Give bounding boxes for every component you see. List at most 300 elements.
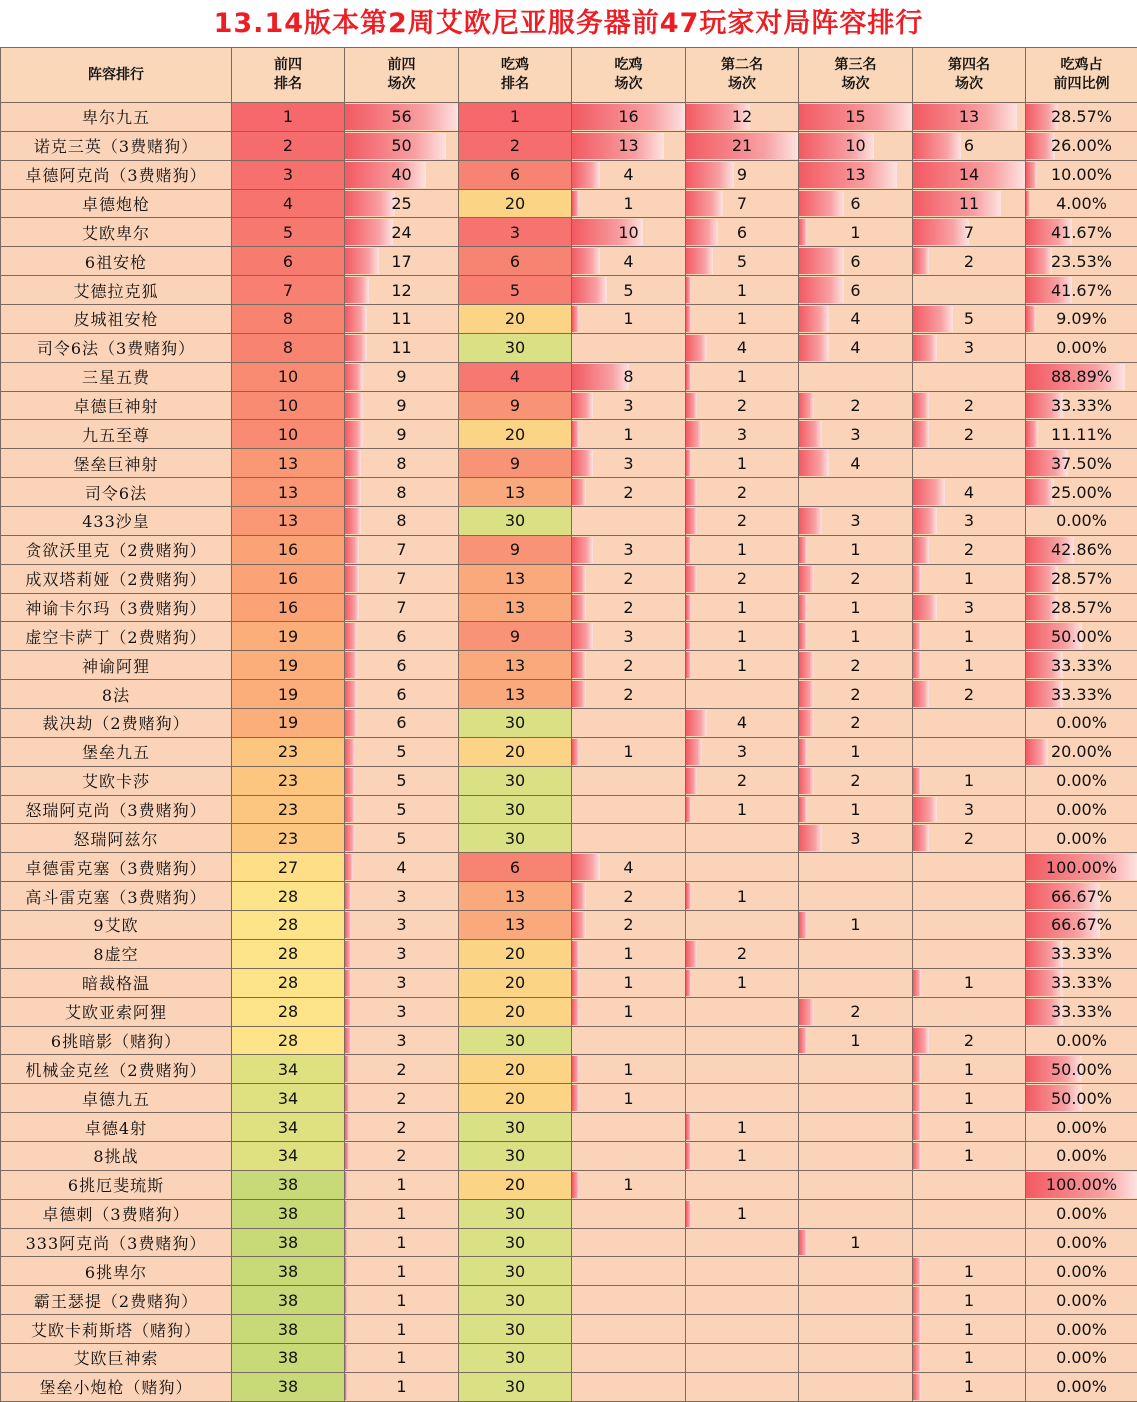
win-ratio-text: 0.00% xyxy=(1056,1348,1107,1368)
third-count xyxy=(799,824,913,853)
fourth-count xyxy=(913,1141,1026,1170)
third-count-text: 3 xyxy=(850,828,861,848)
data-bar xyxy=(345,1056,349,1082)
win-count xyxy=(572,1372,686,1401)
third-count-text: 2 xyxy=(850,771,861,791)
win-ratio-text: 0.00% xyxy=(1056,1117,1107,1137)
top4-rank-text: 28 xyxy=(277,886,299,906)
third-count-text: 2 xyxy=(850,569,861,589)
data-bar xyxy=(686,768,697,794)
data-bar xyxy=(799,825,822,851)
top4-rank xyxy=(232,795,345,824)
win-rank-text: 20 xyxy=(504,1002,526,1022)
win-rank xyxy=(459,766,572,795)
top4-count-text: 6 xyxy=(396,684,407,704)
lineup-name xyxy=(1,1055,232,1084)
top4-count-text: 6 xyxy=(396,655,407,675)
second-count-text: 1 xyxy=(736,973,748,993)
top4-count xyxy=(345,593,459,622)
second-count-text: 1 xyxy=(736,280,748,300)
top4-rank-text: 6 xyxy=(282,251,294,271)
top4-count xyxy=(345,709,459,738)
lineup-name-text: 艾欧亚索阿狸 xyxy=(64,1003,167,1023)
data-bar xyxy=(345,1201,347,1227)
top4-rank xyxy=(232,911,345,940)
second-count-text: 1 xyxy=(736,626,748,646)
data-bar xyxy=(913,1287,921,1313)
third-count-text: 13 xyxy=(845,165,866,185)
win-ratio-text: 25.00% xyxy=(1050,482,1112,502)
top4-count xyxy=(345,1055,459,1084)
data-bar xyxy=(345,191,395,217)
fourth-count xyxy=(913,795,1026,824)
top4-rank-text: 13 xyxy=(277,482,299,502)
fourth-count xyxy=(913,737,1026,766)
data-bar xyxy=(913,1028,929,1054)
top4-rank xyxy=(232,968,345,997)
top4-rank-text: 19 xyxy=(277,684,299,704)
second-count xyxy=(686,535,799,564)
fourth-count xyxy=(913,593,1026,622)
data-bar xyxy=(686,1114,691,1140)
win-rank xyxy=(459,276,572,305)
lineup-name-text: 6祖安枪 xyxy=(84,252,148,272)
lineup-name xyxy=(1,1257,232,1286)
win-ratio xyxy=(1026,622,1137,651)
win-count xyxy=(572,911,686,940)
win-count-text: 13 xyxy=(618,136,639,156)
win-count xyxy=(572,795,686,824)
header-win-rank: 吃鸡 排名 xyxy=(459,48,572,103)
top4-rank xyxy=(232,564,345,593)
top4-rank-text: 38 xyxy=(277,1348,299,1368)
win-count xyxy=(572,680,686,709)
data-bar xyxy=(686,797,691,823)
top4-rank xyxy=(232,449,345,478)
win-rank-text: 2 xyxy=(509,136,521,156)
top4-count-text: 1 xyxy=(396,1204,407,1224)
second-count xyxy=(686,1170,799,1199)
data-bar xyxy=(686,277,691,303)
header-win-count: 吃鸡 场次 xyxy=(572,48,686,103)
top4-rank xyxy=(232,420,345,449)
fourth-count xyxy=(913,276,1026,305)
top4-count-text: 24 xyxy=(391,222,412,242)
win-ratio xyxy=(1026,564,1137,593)
fourth-count-text: 1 xyxy=(963,655,975,675)
win-rank-text: 20 xyxy=(504,1059,526,1079)
lineup-name-text: 司令6法 xyxy=(84,483,148,503)
data-bar xyxy=(913,595,937,621)
win-rank xyxy=(459,1286,572,1315)
lineup-name-text: 堡垒小炮枪（赌狗） xyxy=(39,1378,193,1398)
fourth-count-text: 1 xyxy=(963,1348,975,1368)
win-rank xyxy=(459,1084,572,1113)
data-bar xyxy=(572,537,593,563)
header-top4-rank: 前四 排名 xyxy=(232,48,345,103)
top4-rank xyxy=(232,1113,345,1142)
data-bar xyxy=(572,941,579,967)
second-count-text: 3 xyxy=(736,742,748,762)
lineup-name xyxy=(1,1141,232,1170)
second-count-text: 9 xyxy=(736,165,748,185)
win-rank-text: 13 xyxy=(504,915,526,935)
win-count xyxy=(572,1113,686,1142)
top4-rank xyxy=(232,535,345,564)
lineup-name-text: 九五至尊 xyxy=(81,425,150,445)
third-count xyxy=(799,1084,913,1113)
third-count-text: 2 xyxy=(850,1002,861,1022)
data-bar xyxy=(345,681,357,707)
data-bar xyxy=(686,191,723,217)
win-count-text: 1 xyxy=(623,944,634,964)
lineup-name-text: 三星五费 xyxy=(81,368,150,388)
top4-count-text: 7 xyxy=(396,540,407,560)
third-count xyxy=(799,1228,913,1257)
second-count-text: 1 xyxy=(736,453,748,473)
data-bar xyxy=(913,393,929,419)
lineup-name-text: 机械金克丝（2费赌狗） xyxy=(25,1060,207,1080)
win-ratio-text: 33.33% xyxy=(1050,684,1112,704)
win-rank-text: 20 xyxy=(504,309,526,329)
data-bar xyxy=(799,537,807,563)
top4-rank xyxy=(232,478,345,507)
top4-rank-text: 28 xyxy=(277,973,299,993)
win-ratio-text: 41.67% xyxy=(1050,280,1112,300)
top4-rank xyxy=(232,1228,345,1257)
top4-rank-text: 13 xyxy=(277,453,299,473)
top4-count xyxy=(345,622,459,651)
fourth-count xyxy=(913,1228,1026,1257)
fourth-count-text: 2 xyxy=(963,251,975,271)
fourth-count-text: 6 xyxy=(963,136,975,156)
lineup-name xyxy=(1,593,232,622)
win-rank-text: 20 xyxy=(504,944,526,964)
data-bar xyxy=(345,537,359,563)
table-row xyxy=(1,1315,1137,1344)
fourth-count xyxy=(913,535,1026,564)
top4-rank-text: 38 xyxy=(277,1175,299,1195)
win-rank xyxy=(459,160,572,189)
data-bar xyxy=(345,508,361,534)
fourth-count-text: 3 xyxy=(963,598,975,618)
win-ratio-text: 9.09% xyxy=(1056,309,1107,329)
win-count xyxy=(572,131,686,160)
top4-rank-text: 2 xyxy=(282,136,294,156)
second-count-text: 12 xyxy=(731,107,753,127)
third-count-text: 1 xyxy=(850,800,861,820)
table-row xyxy=(1,103,1137,132)
third-count xyxy=(799,593,913,622)
win-ratio-text: 0.00% xyxy=(1056,1319,1107,1339)
data-bar xyxy=(345,162,426,188)
win-rank-text: 30 xyxy=(504,1290,526,1310)
win-ratio xyxy=(1026,420,1137,449)
top4-count xyxy=(345,535,459,564)
third-count xyxy=(799,1141,913,1170)
data-bar xyxy=(345,1374,347,1400)
win-rank xyxy=(459,1055,572,1084)
win-rank xyxy=(459,680,572,709)
win-count xyxy=(572,1084,686,1113)
fourth-count-text: 2 xyxy=(963,396,975,416)
win-ratio-text: 0.00% xyxy=(1056,1377,1107,1397)
top4-rank xyxy=(232,131,345,160)
data-bar xyxy=(345,825,355,851)
win-rank-text: 13 xyxy=(504,684,526,704)
win-count xyxy=(572,968,686,997)
second-count-text: 1 xyxy=(736,540,748,560)
lineup-name-text: 艾欧卑尔 xyxy=(81,223,150,243)
lineup-name xyxy=(1,1199,232,1228)
data-bar xyxy=(572,1172,579,1198)
data-bar xyxy=(686,941,697,967)
lineup-name xyxy=(1,622,232,651)
lineup-name xyxy=(1,276,232,305)
top4-count-text: 1 xyxy=(396,1261,407,1281)
data-bar xyxy=(686,450,691,476)
top4-rank-text: 23 xyxy=(277,800,299,820)
third-count xyxy=(799,911,913,940)
top4-rank-text: 1 xyxy=(282,107,294,127)
top4-count xyxy=(345,853,459,882)
table-row xyxy=(1,593,1137,622)
data-bar xyxy=(686,623,691,649)
second-count-text: 1 xyxy=(736,886,748,906)
data-bar xyxy=(686,335,707,361)
data-bar xyxy=(345,364,363,390)
win-ratio-text: 28.57% xyxy=(1050,598,1112,618)
second-count-text: 21 xyxy=(731,136,753,156)
data-bar xyxy=(913,681,929,707)
win-rank-text: 30 xyxy=(504,1319,526,1339)
data-bar xyxy=(913,1345,921,1371)
win-ratio-text: 100.00% xyxy=(1045,857,1118,877)
top4-count xyxy=(345,680,459,709)
data-bar xyxy=(572,652,586,678)
win-rank-text: 30 xyxy=(504,1348,526,1368)
lineup-name-text: 卓德刺（3费赌狗） xyxy=(42,1205,190,1225)
win-count xyxy=(572,1257,686,1286)
second-count xyxy=(686,737,799,766)
win-ratio xyxy=(1026,247,1137,276)
win-count xyxy=(572,593,686,622)
header-third-count: 第三名 场次 xyxy=(799,48,913,103)
third-count xyxy=(799,218,913,247)
data-bar xyxy=(799,508,822,534)
fourth-count-text: 1 xyxy=(963,1377,975,1397)
second-count-text: 1 xyxy=(736,367,748,387)
table-row xyxy=(1,478,1137,507)
top4-count-text: 3 xyxy=(396,886,407,906)
data-bar xyxy=(913,508,937,534)
third-count xyxy=(799,709,913,738)
top4-rank-text: 38 xyxy=(277,1290,299,1310)
lineup-name xyxy=(1,997,232,1026)
win-count-text: 8 xyxy=(623,367,634,387)
data-bar xyxy=(686,393,697,419)
lineup-name-text: 贪欲沃里克（2费赌狗） xyxy=(25,541,207,561)
lineup-name-text: 9艾欧 xyxy=(93,916,139,936)
win-ratio xyxy=(1026,824,1137,853)
third-count xyxy=(799,449,913,478)
data-bar xyxy=(345,248,379,274)
win-count xyxy=(572,622,686,651)
top4-count-text: 8 xyxy=(396,482,407,502)
table-row xyxy=(1,824,1137,853)
data-bar xyxy=(345,1258,347,1284)
lineup-name xyxy=(1,1315,232,1344)
lineup-name-text: 皮城祖安枪 xyxy=(73,310,159,330)
win-ratio xyxy=(1026,189,1137,218)
win-ratio xyxy=(1026,333,1137,362)
second-count xyxy=(686,824,799,853)
data-bar xyxy=(572,739,579,765)
third-count xyxy=(799,160,913,189)
fourth-count-text: 1 xyxy=(963,1290,975,1310)
data-bar xyxy=(913,1143,921,1169)
top4-count xyxy=(345,1113,459,1142)
data-bar xyxy=(572,970,579,996)
win-ratio-text: 0.00% xyxy=(1056,800,1107,820)
top4-rank-text: 38 xyxy=(277,1261,299,1281)
data-bar xyxy=(345,393,363,419)
win-ratio-text: 100.00% xyxy=(1045,1175,1118,1195)
lineup-name xyxy=(1,564,232,593)
win-count xyxy=(572,882,686,911)
lineup-name-text: 霸王瑟提（2费赌狗） xyxy=(33,1291,199,1311)
top4-count xyxy=(345,305,459,334)
win-ratio-text: 37.50% xyxy=(1050,453,1112,473)
win-rank-text: 20 xyxy=(504,194,526,213)
win-count-text: 1 xyxy=(623,1088,634,1108)
win-ratio xyxy=(1026,766,1137,795)
win-rank xyxy=(459,218,572,247)
lineup-name-text: 暗裁格温 xyxy=(81,974,150,994)
win-ratio-text: 33.33% xyxy=(1050,655,1112,675)
top4-count xyxy=(345,103,459,132)
lineup-name-text: 虚空卡萨丁（2费赌狗） xyxy=(25,627,207,647)
second-count xyxy=(686,997,799,1026)
third-count xyxy=(799,1315,913,1344)
win-count xyxy=(572,737,686,766)
win-ratio-text: 0.00% xyxy=(1056,511,1107,531)
third-count xyxy=(799,478,913,507)
top4-rank xyxy=(232,507,345,536)
lineup-name-text: 8挑战 xyxy=(93,1147,139,1167)
data-bar xyxy=(799,797,807,823)
data-bar xyxy=(913,133,961,159)
top4-count xyxy=(345,1315,459,1344)
data-bar xyxy=(799,219,807,245)
top4-count-text: 1 xyxy=(396,1290,407,1310)
top4-rank-text: 16 xyxy=(277,569,299,589)
table-row xyxy=(1,1141,1137,1170)
top4-rank-text: 8 xyxy=(282,338,294,358)
second-count xyxy=(686,1372,799,1401)
win-count xyxy=(572,939,686,968)
win-rank-text: 30 xyxy=(504,1117,526,1137)
fourth-count xyxy=(913,911,1026,940)
third-count xyxy=(799,247,913,276)
top4-rank xyxy=(232,709,345,738)
data-bar xyxy=(345,912,351,938)
second-count-text: 1 xyxy=(736,800,748,820)
win-ratio-text: 66.67% xyxy=(1050,915,1112,935)
fourth-count-text: 13 xyxy=(958,107,980,127)
second-count xyxy=(686,131,799,160)
third-count xyxy=(799,997,913,1026)
win-count xyxy=(572,997,686,1026)
third-count xyxy=(799,507,913,536)
win-ratio xyxy=(1026,680,1137,709)
top4-rank xyxy=(232,1199,345,1228)
win-rank xyxy=(459,795,572,824)
top4-rank xyxy=(232,1286,345,1315)
data-bar xyxy=(686,566,697,592)
data-bar xyxy=(345,1230,347,1256)
top4-rank-text: 19 xyxy=(277,655,299,675)
second-count xyxy=(686,853,799,882)
win-rank-text: 30 xyxy=(504,511,526,531)
fourth-count xyxy=(913,1084,1026,1113)
top4-rank-text: 34 xyxy=(277,1146,299,1166)
win-count-text: 2 xyxy=(623,915,634,935)
top4-rank-text: 23 xyxy=(277,771,299,791)
fourth-count xyxy=(913,824,1026,853)
top4-count xyxy=(345,449,459,478)
lineup-name-text: 6挑暗影（赌狗） xyxy=(50,1031,182,1051)
fourth-count xyxy=(913,1170,1026,1199)
top4-count xyxy=(345,1372,459,1401)
fourth-count-text: 1 xyxy=(963,1088,975,1108)
table-row xyxy=(1,420,1137,449)
table-body xyxy=(1,103,1137,1402)
data-bar xyxy=(1026,739,1048,765)
win-ratio-text: 0.00% xyxy=(1056,1146,1107,1166)
win-rank xyxy=(459,1257,572,1286)
top4-count xyxy=(345,882,459,911)
data-bar xyxy=(572,854,600,880)
fourth-count xyxy=(913,1113,1026,1142)
top4-rank xyxy=(232,333,345,362)
lineup-name xyxy=(1,709,232,738)
win-rank xyxy=(459,333,572,362)
third-count-text: 1 xyxy=(850,1232,861,1252)
win-ratio-text: 33.33% xyxy=(1050,1002,1112,1022)
top4-rank-text: 28 xyxy=(277,944,299,964)
win-rank xyxy=(459,1315,572,1344)
win-ratio-text: 33.33% xyxy=(1050,396,1112,416)
fourth-count xyxy=(913,651,1026,680)
data-bar xyxy=(686,248,713,274)
win-ratio xyxy=(1026,1228,1137,1257)
win-ratio xyxy=(1026,1113,1137,1142)
win-ratio xyxy=(1026,362,1137,391)
second-count-text: 2 xyxy=(736,511,748,531)
top4-rank-text: 7 xyxy=(282,280,294,300)
win-count-text: 2 xyxy=(623,482,634,502)
data-bar xyxy=(686,219,718,245)
second-count xyxy=(686,478,799,507)
top4-rank xyxy=(232,651,345,680)
win-count xyxy=(572,160,686,189)
lineup-name xyxy=(1,305,232,334)
data-bar xyxy=(345,739,355,765)
table-row xyxy=(1,1372,1137,1401)
win-count xyxy=(572,189,686,218)
top4-rank-text: 38 xyxy=(277,1232,299,1252)
